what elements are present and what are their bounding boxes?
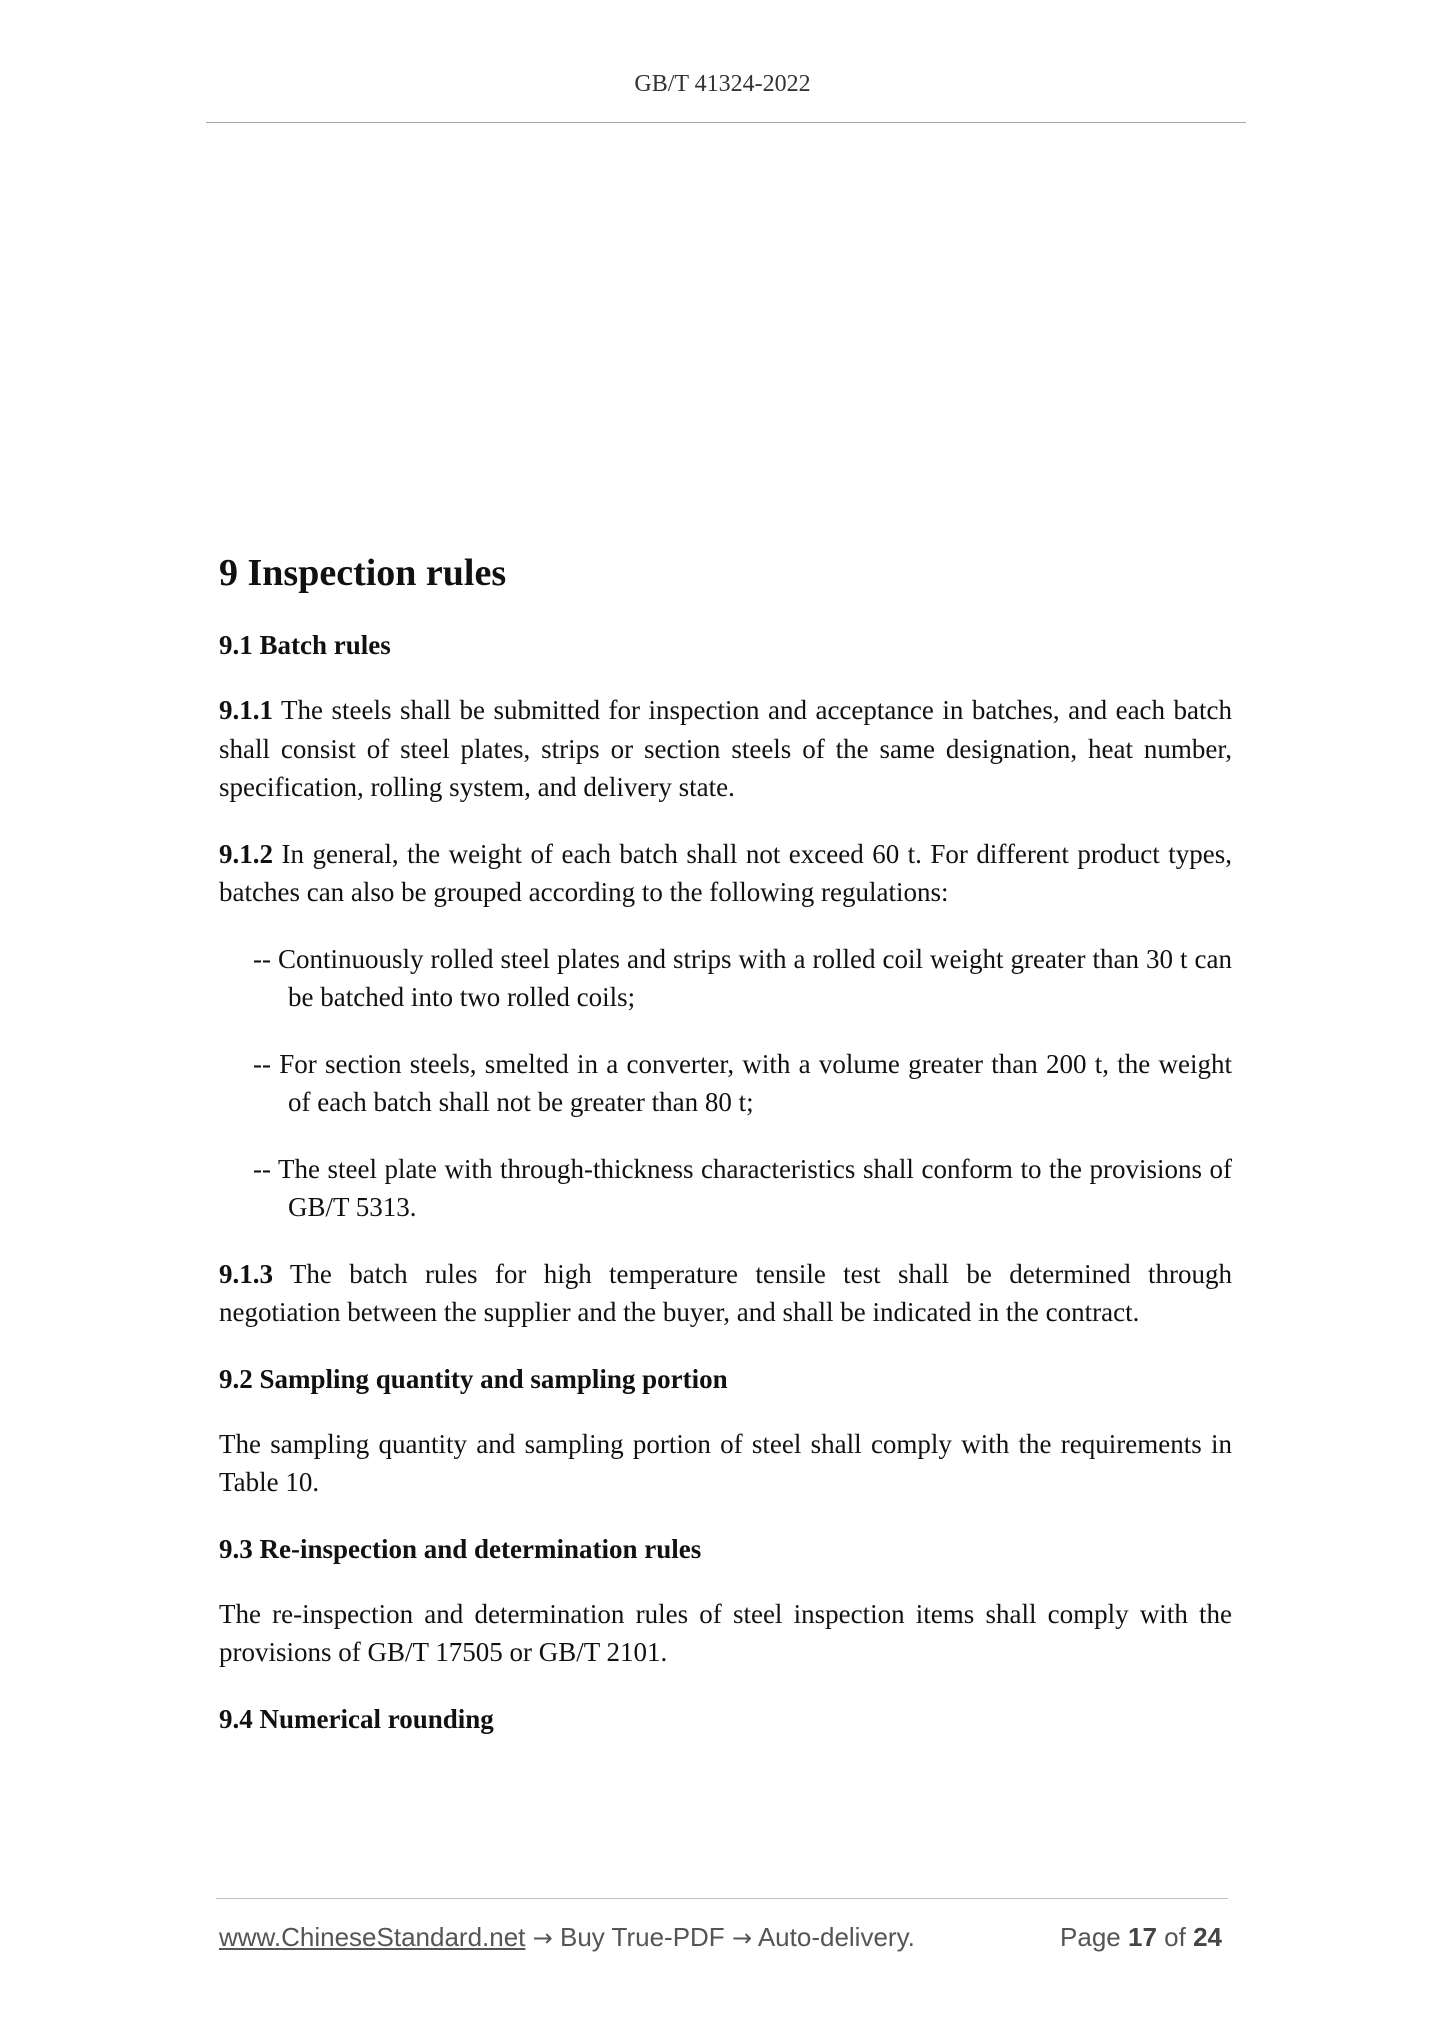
page-number: 17 — [1128, 1922, 1157, 1952]
page-label: Page — [1060, 1922, 1121, 1952]
section-9-1-heading: 9.1 Batch rules — [219, 630, 391, 660]
document-header-title: GB/T 41324-2022 — [634, 71, 811, 97]
clause-text: The batch rules for high temperature tensile test shall be determined through negotiation between the supplier and the buyer, and shall be indicated in the contract. — [219, 1258, 1232, 1327]
clause-text: In general, the weight of each batch shall not exceed 60 t. For different product types, batches can also be grouped according to the following regulations: — [219, 838, 1233, 907]
list-item: -- For section steels, smelted in a converter, with a volume greater than 200 t, the weight of each batch shall not be greater than 80 t; — [253, 1048, 1232, 1117]
clause-number: 9.1.3 — [219, 1258, 273, 1289]
section-9-heading: 9 Inspection rules — [219, 552, 507, 594]
arrow-right-icon: → — [532, 1924, 553, 1952]
page-content — [219, 548, 1232, 1765]
clause-text: The steels shall be submitted for inspection and acceptance in batches, and each batch shall consist of steel plates, strips or section steels of the same designation, heat number, specification, rolling system, and delivery state. — [219, 695, 1233, 802]
clause-number: 9.1.1 — [219, 695, 273, 725]
clause-number: 9.1.2 — [219, 838, 273, 869]
section-9-2-text: The sampling quantity and sampling portion of steel shall comply with the requirements in Table 10. — [219, 1428, 1232, 1497]
clause-9-1-1 — [219, 691, 1232, 807]
website-link[interactable]: www.ChineseStandard.net — [219, 1922, 526, 1952]
batch-grouping-list — [219, 940, 1232, 1227]
page-indicator — [1060, 1920, 1222, 1954]
section-9-3-text: The re-inspection and determination rules of steel inspection items shall comply with the provisions of GB/T 17505 or GB/T 2101. — [219, 1598, 1232, 1667]
arrow-right-icon: → — [731, 1924, 753, 1952]
header-divider — [206, 122, 1246, 123]
auto-delivery-text: Auto-delivery. — [757, 1922, 915, 1952]
clause-9-1-3 — [219, 1255, 1232, 1332]
page-total: 24 — [1193, 1922, 1222, 1952]
section-9-4-heading: 9.4 Numerical rounding — [219, 1703, 494, 1734]
list-item: -- Continuously rolled steel plates and strips with a rolled coil weight greater than 30 t can be batched into two rolled coils; — [253, 943, 1232, 1012]
section-9-2-heading: 9.2 Sampling quantity and sampling portion — [219, 1363, 728, 1394]
of-label: of — [1164, 1922, 1186, 1952]
clause-9-1-2 — [219, 835, 1232, 912]
footer-divider — [216, 1898, 1228, 1899]
page-footer — [219, 1920, 1232, 1955]
buy-true-pdf-text: Buy True-PDF — [559, 1922, 725, 1952]
list-item: -- The steel plate with through-thickness characteristics shall conform to the provisions of GB/T 5313. — [253, 1153, 1232, 1222]
section-9-3-heading: 9.3 Re-inspection and determination rules — [219, 1533, 702, 1564]
